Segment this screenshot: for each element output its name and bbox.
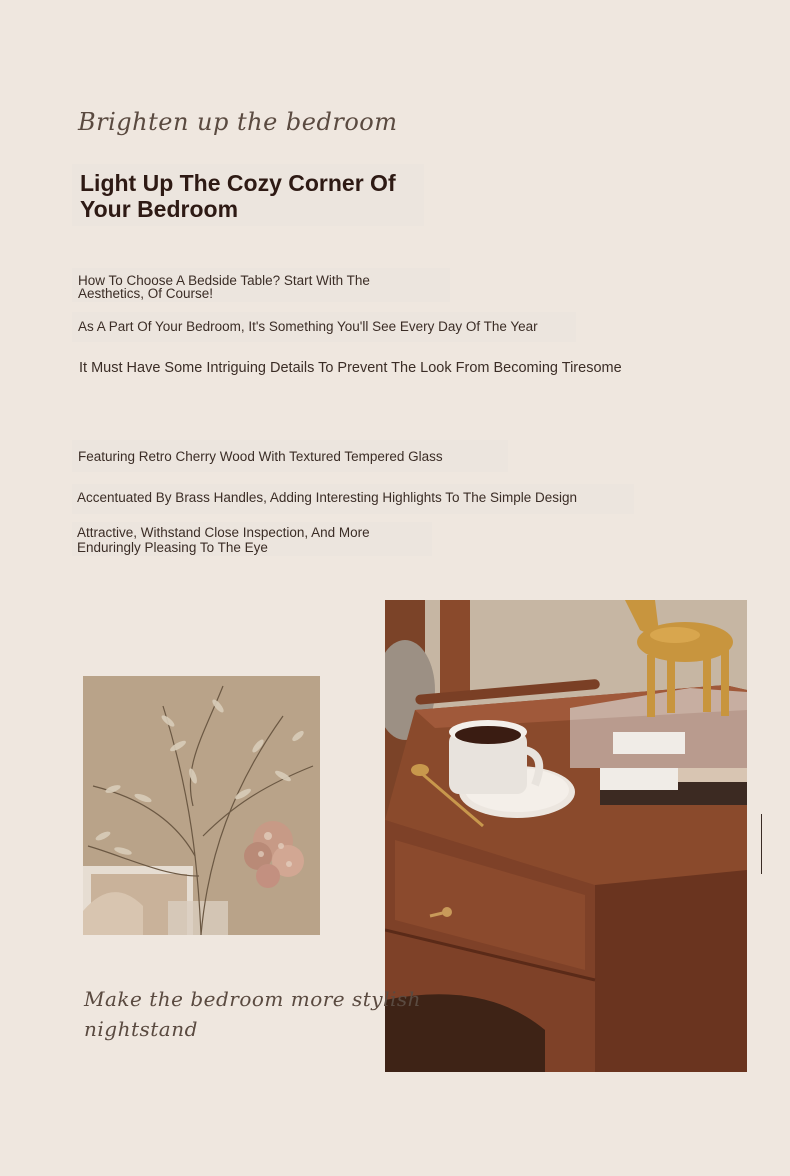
footer-script (84, 984, 421, 1044)
page-title (72, 164, 424, 226)
script-heading: Brighten up the bedroom (78, 108, 398, 136)
title-line-1: Light Up The Cozy Corner Of (80, 170, 396, 196)
intro-line-3: It Must Have Some Intriguing Details To Prevent The Look From Becoming Tiresome (79, 360, 622, 376)
feature-line-3a: Attractive, Withstand Close Inspection, And More (77, 525, 370, 540)
feature-line-2: Accentuated By Brass Handles, Adding Interesting Highlights To The Simple Design (72, 484, 634, 514)
nightstand-illustration (385, 600, 747, 1072)
dried-flowers-illustration (83, 676, 320, 935)
intro-question-line-1: How To Choose A Bedside Table? Start With The (78, 273, 370, 288)
footer-script-line-2: nightstand (84, 1017, 198, 1041)
intro-question-line-2: Aesthetics, Of Course! (78, 286, 214, 301)
dried-flowers-photo (83, 676, 320, 935)
intro-question (72, 268, 450, 302)
footer-script-line-1: Make the bedroom more stylish (84, 987, 422, 1011)
intro-line-2: As A Part Of Your Bedroom, It's Something You'll See Every Day Of The Year (72, 312, 576, 342)
nightstand-photo (385, 600, 747, 1072)
feature-line-1: Featuring Retro Cherry Wood With Textured Tempered Glass (72, 440, 508, 472)
feature-line-3 (72, 522, 432, 556)
divider-line (761, 814, 762, 874)
feature-line-3b: Enduringly Pleasing To The Eye (77, 540, 268, 555)
title-line-2: Your Bedroom (80, 196, 239, 222)
